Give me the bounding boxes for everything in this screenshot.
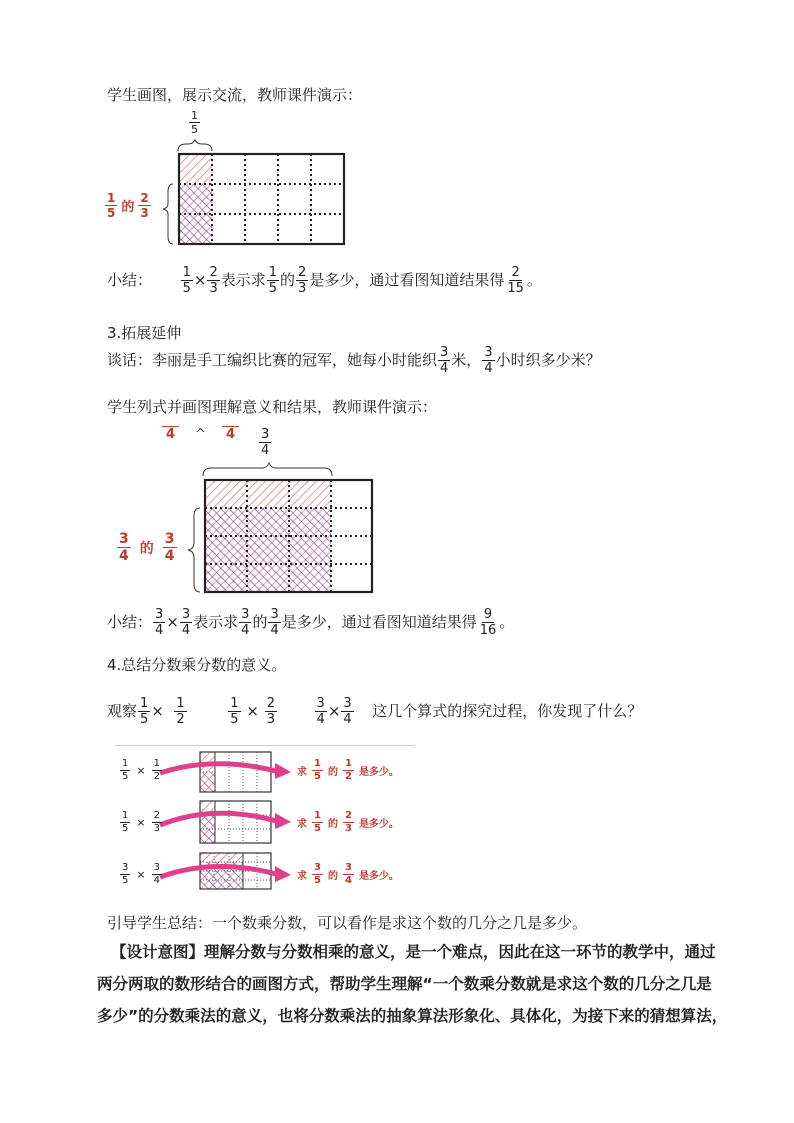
denominator: 3 — [140, 206, 149, 220]
fraction — [312, 759, 323, 782]
fraction — [120, 811, 130, 834]
numerator: 1 — [268, 265, 278, 280]
text: 是多少，通过看图知道结果得 — [281, 613, 477, 631]
design-intent — [97, 936, 728, 1032]
row2-caption — [297, 811, 399, 834]
text: 的 — [280, 271, 296, 289]
grid-svg-2 — [110, 424, 390, 599]
top-brace — [203, 463, 332, 476]
qiu: 求 — [297, 819, 307, 830]
shi-duoshao: 是多少。 — [358, 819, 399, 830]
fraction — [239, 608, 251, 637]
denominator: 3 — [209, 281, 218, 296]
summary-label: 小结： — [107, 271, 153, 289]
row1-bar — [200, 752, 271, 792]
side-fraction-a — [105, 192, 117, 219]
summary-1 — [107, 266, 542, 295]
denominator: 4 — [261, 443, 270, 458]
row2-arrow — [160, 813, 280, 825]
numerator: 2 — [344, 810, 352, 821]
numerator: 2 — [209, 265, 218, 280]
fraction — [174, 697, 186, 726]
de: 的 — [327, 871, 338, 882]
numerator: 1 — [191, 109, 198, 122]
comparison-panel — [115, 745, 415, 895]
denominator: 16 — [479, 623, 497, 638]
design-line-1 — [111, 936, 727, 968]
denominator: 3 — [153, 823, 160, 834]
observe-question: 这几个算式的探究过程，你发现了什么？ — [372, 702, 643, 720]
numerator: 2 — [511, 265, 520, 280]
fraction — [120, 759, 130, 782]
text: 的 — [252, 613, 268, 631]
text: 米， — [451, 351, 482, 369]
denominator: 4 — [153, 875, 160, 886]
times-sign: × — [193, 271, 207, 289]
ghost-denominator-a: 4 — [162, 426, 179, 442]
times-sign: × — [136, 816, 146, 829]
design-bracket: 【设计意图】 — [111, 943, 205, 961]
denominator: 5 — [122, 771, 129, 782]
shi-duoshao: 是多少。 — [358, 767, 399, 778]
side-fraction-b — [163, 532, 177, 563]
numerator: 3 — [155, 607, 164, 622]
row2-expression — [119, 811, 163, 834]
numerator: 1 — [314, 758, 321, 769]
fraction — [438, 346, 450, 375]
fraction — [153, 608, 165, 637]
side-brace — [163, 184, 173, 244]
denominator: 3 — [266, 712, 275, 727]
denominator: 5 — [314, 875, 321, 886]
qiu: 求 — [297, 871, 307, 882]
denominator: 5 — [140, 712, 149, 727]
guide-summary: 引导学生总结：一个数乘分数，可以看作是求这个数的几分之几是多少。 — [107, 914, 588, 932]
denominator: 15 — [507, 281, 524, 296]
fraction — [296, 266, 308, 295]
numerator: 2 — [266, 696, 275, 711]
denominator: 4 — [119, 548, 129, 564]
fraction — [315, 697, 327, 726]
side-fraction-b — [138, 192, 150, 219]
denominator: 3 — [298, 281, 307, 296]
denominator: 5 — [230, 712, 239, 727]
denominator: 5 — [182, 281, 191, 296]
numerator: 1 — [107, 191, 116, 205]
fraction — [267, 266, 279, 295]
denominator: 2 — [153, 771, 160, 782]
fraction — [181, 266, 193, 295]
fraction — [265, 697, 277, 726]
numerator: 3 — [343, 696, 352, 711]
row3-expression — [119, 863, 163, 886]
fraction — [120, 863, 130, 886]
numerator: 2 — [153, 810, 160, 821]
denominator: 4 — [270, 623, 279, 638]
times-sign: × — [166, 613, 179, 631]
numerator: 3 — [316, 696, 325, 711]
intro-text-2: 学生列式并画图理解意义和结果，教师课件演示： — [107, 398, 438, 416]
top-brace — [178, 140, 212, 151]
text: 谈话：李丽是手工编织比赛的冠军，她每小时能织 — [107, 351, 438, 369]
numerator: 1 — [314, 810, 321, 821]
denominator: 5 — [122, 823, 129, 834]
fraction — [207, 266, 219, 295]
diagram-three-quarters-of-three-quarters — [110, 424, 390, 599]
numerator: 2 — [298, 265, 307, 280]
denominator: 5 — [314, 823, 321, 834]
numerator: 3 — [440, 345, 449, 360]
diagram-one-fifth-of-two-thirds — [100, 108, 360, 253]
times-sign: × — [136, 868, 146, 881]
denominator: 2 — [176, 712, 185, 727]
fraction — [343, 863, 354, 886]
denominator: 5 — [268, 281, 278, 296]
numerator: 1 — [344, 758, 352, 769]
numerator: 1 — [176, 696, 185, 711]
numerator: 3 — [261, 427, 270, 442]
times-sign: × — [327, 702, 341, 720]
fraction — [180, 608, 192, 637]
side-label-2 — [116, 532, 178, 563]
design-text: 理解分数与分数相乘的意义，是一个难点，因此在这一环节的教学中，通过 — [204, 943, 716, 961]
numerator: 3 — [164, 531, 175, 547]
numerator: 3 — [344, 862, 352, 873]
text: 是多少，通过看图知道结果得 — [309, 271, 505, 289]
intro-text-1: 学生画图，展示交流，教师课件演示： — [107, 86, 363, 104]
observe-label: 观察 — [107, 702, 138, 720]
numerator: 1 — [230, 696, 239, 711]
denominator: 4 — [344, 875, 352, 886]
qiu: 求 — [297, 767, 307, 778]
numerator: 3 — [314, 862, 321, 873]
fraction — [138, 697, 150, 726]
de: 的 — [327, 767, 338, 778]
design-line-2: 两分两取的数形结合的画图方式，帮助学生理解“一个数乘分数就是求这个数的几分之几是 — [97, 975, 712, 993]
section-heading-3: 3.拓展延伸 — [107, 324, 182, 342]
times-sign: × — [246, 702, 259, 720]
fraction — [268, 608, 280, 637]
denominator: 3 — [344, 823, 352, 834]
numerator: 1 — [182, 265, 191, 280]
summary-label: 小结： — [107, 613, 153, 631]
text: 表示求 — [220, 271, 266, 289]
numerator: 3 — [270, 607, 279, 622]
numerator: 3 — [119, 531, 129, 547]
denominator: 4 — [241, 623, 250, 638]
side-label-1 — [104, 192, 152, 219]
fraction — [228, 697, 240, 726]
row1-caption — [297, 759, 399, 782]
row3-caption — [297, 863, 399, 886]
talk-text — [107, 346, 601, 375]
row1-expression — [119, 759, 163, 782]
denominator: 4 — [316, 712, 325, 727]
denominator: 4 — [343, 712, 352, 727]
ghost-denominator-b: 4 — [222, 426, 239, 442]
shi-duoshao: 是多少。 — [358, 871, 399, 882]
grid-svg-1 — [100, 108, 360, 253]
numerator: 3 — [484, 345, 493, 360]
side-fraction-a — [117, 532, 131, 563]
denominator: 5 — [107, 206, 116, 220]
numerator: 3 — [181, 607, 191, 622]
result-fraction — [505, 266, 526, 295]
ghost-op: ^ — [195, 427, 206, 442]
numerator: 3 — [122, 862, 129, 873]
denominator: 5 — [314, 771, 321, 782]
shaded-cells-purple — [205, 508, 331, 592]
denominator: 4 — [164, 548, 175, 564]
fraction — [312, 863, 323, 886]
numerator: 1 — [140, 696, 149, 711]
denominator: 5 — [122, 875, 129, 886]
row2-bar — [200, 801, 271, 843]
fraction — [152, 811, 162, 834]
design-line-3: 多少”的分数乘法的意义，也将分数乘法的抽象算法形象化、具体化，为接下来的猜想算法， — [97, 1007, 728, 1025]
fraction — [482, 346, 494, 375]
fraction — [341, 697, 353, 726]
text: 表示求 — [193, 613, 239, 631]
numerator: 2 — [140, 191, 149, 205]
de-character: 的 — [139, 540, 154, 557]
de: 的 — [327, 819, 338, 830]
denominator: 5 — [191, 123, 198, 136]
fraction — [312, 811, 323, 834]
side-brace — [188, 508, 200, 592]
numerator: 1 — [122, 758, 129, 769]
numerator: 1 — [122, 810, 129, 821]
numerator: 3 — [153, 862, 160, 873]
denominator: 4 — [440, 361, 449, 376]
fraction — [152, 863, 162, 886]
denominator: 4 — [181, 623, 191, 638]
result-fraction — [478, 608, 499, 637]
numerator: 1 — [153, 758, 160, 769]
denominator: 4 — [484, 361, 493, 376]
fraction — [343, 759, 354, 782]
period: 。 — [526, 271, 542, 289]
section-heading-4: 4.总结分数乘分数的意义。 — [107, 656, 287, 674]
observe-line — [107, 697, 642, 726]
times-sign: × — [151, 702, 164, 720]
summary-2 — [107, 608, 514, 637]
numerator: 9 — [483, 607, 493, 622]
denominator: 2 — [344, 771, 352, 782]
text: 小时织多少米？ — [495, 351, 601, 369]
period: 。 — [499, 613, 515, 631]
de-character: 的 — [121, 200, 135, 215]
denominator: 4 — [155, 623, 164, 638]
fraction — [152, 759, 162, 782]
fraction — [343, 811, 354, 834]
numerator: 3 — [241, 607, 250, 622]
row1-arrow — [160, 764, 280, 773]
times-sign: × — [136, 764, 146, 777]
